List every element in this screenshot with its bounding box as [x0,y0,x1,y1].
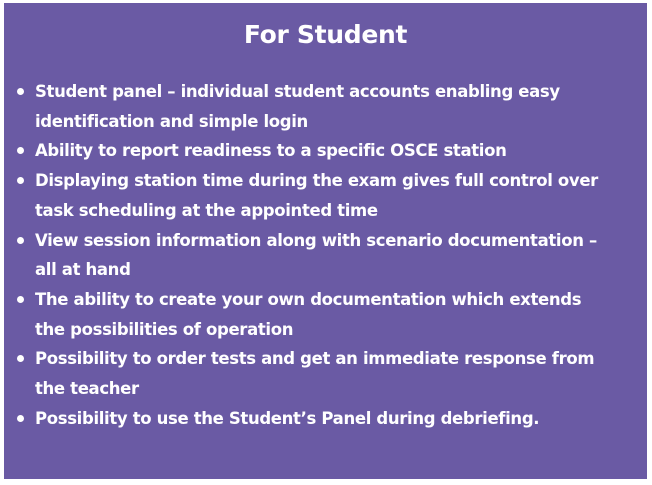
bullet-icon [17,237,24,244]
list-item-text: Displaying station time during the exam gives full control over task scheduling at the appointed time [35,171,598,220]
list-item [35,226,616,285]
bullet-icon [17,415,24,422]
list-item-text: Possibility to order tests and get an immediate response from the teacher [35,349,595,399]
list-item-text: Ability to report readiness to a specific OSCE station [35,141,507,161]
list-item [35,136,616,166]
bullet-icon [17,355,24,362]
bullet-icon [17,88,24,95]
bullet-icon [17,147,24,154]
list-item [35,166,616,225]
list-item-text: View session information along with scenario documentation – all at hand [35,230,597,280]
feature-panel [4,3,647,479]
list-item [35,404,616,434]
list-item-text: Possibility to use the Student’s Panel during debriefing. [35,408,540,428]
list-item-text: Student panel – individual student accounts enabling easy identification and simple login [35,82,560,131]
panel-title: For Student [243,20,408,49]
bullet-icon [17,177,24,184]
bullet-icon [17,296,24,303]
list-item [35,344,616,403]
list-item [35,285,616,344]
list-item [35,77,616,136]
list-item-text: The ability to create your own documentation which extends the possibilities of operation [35,289,582,339]
feature-list [4,77,616,433]
